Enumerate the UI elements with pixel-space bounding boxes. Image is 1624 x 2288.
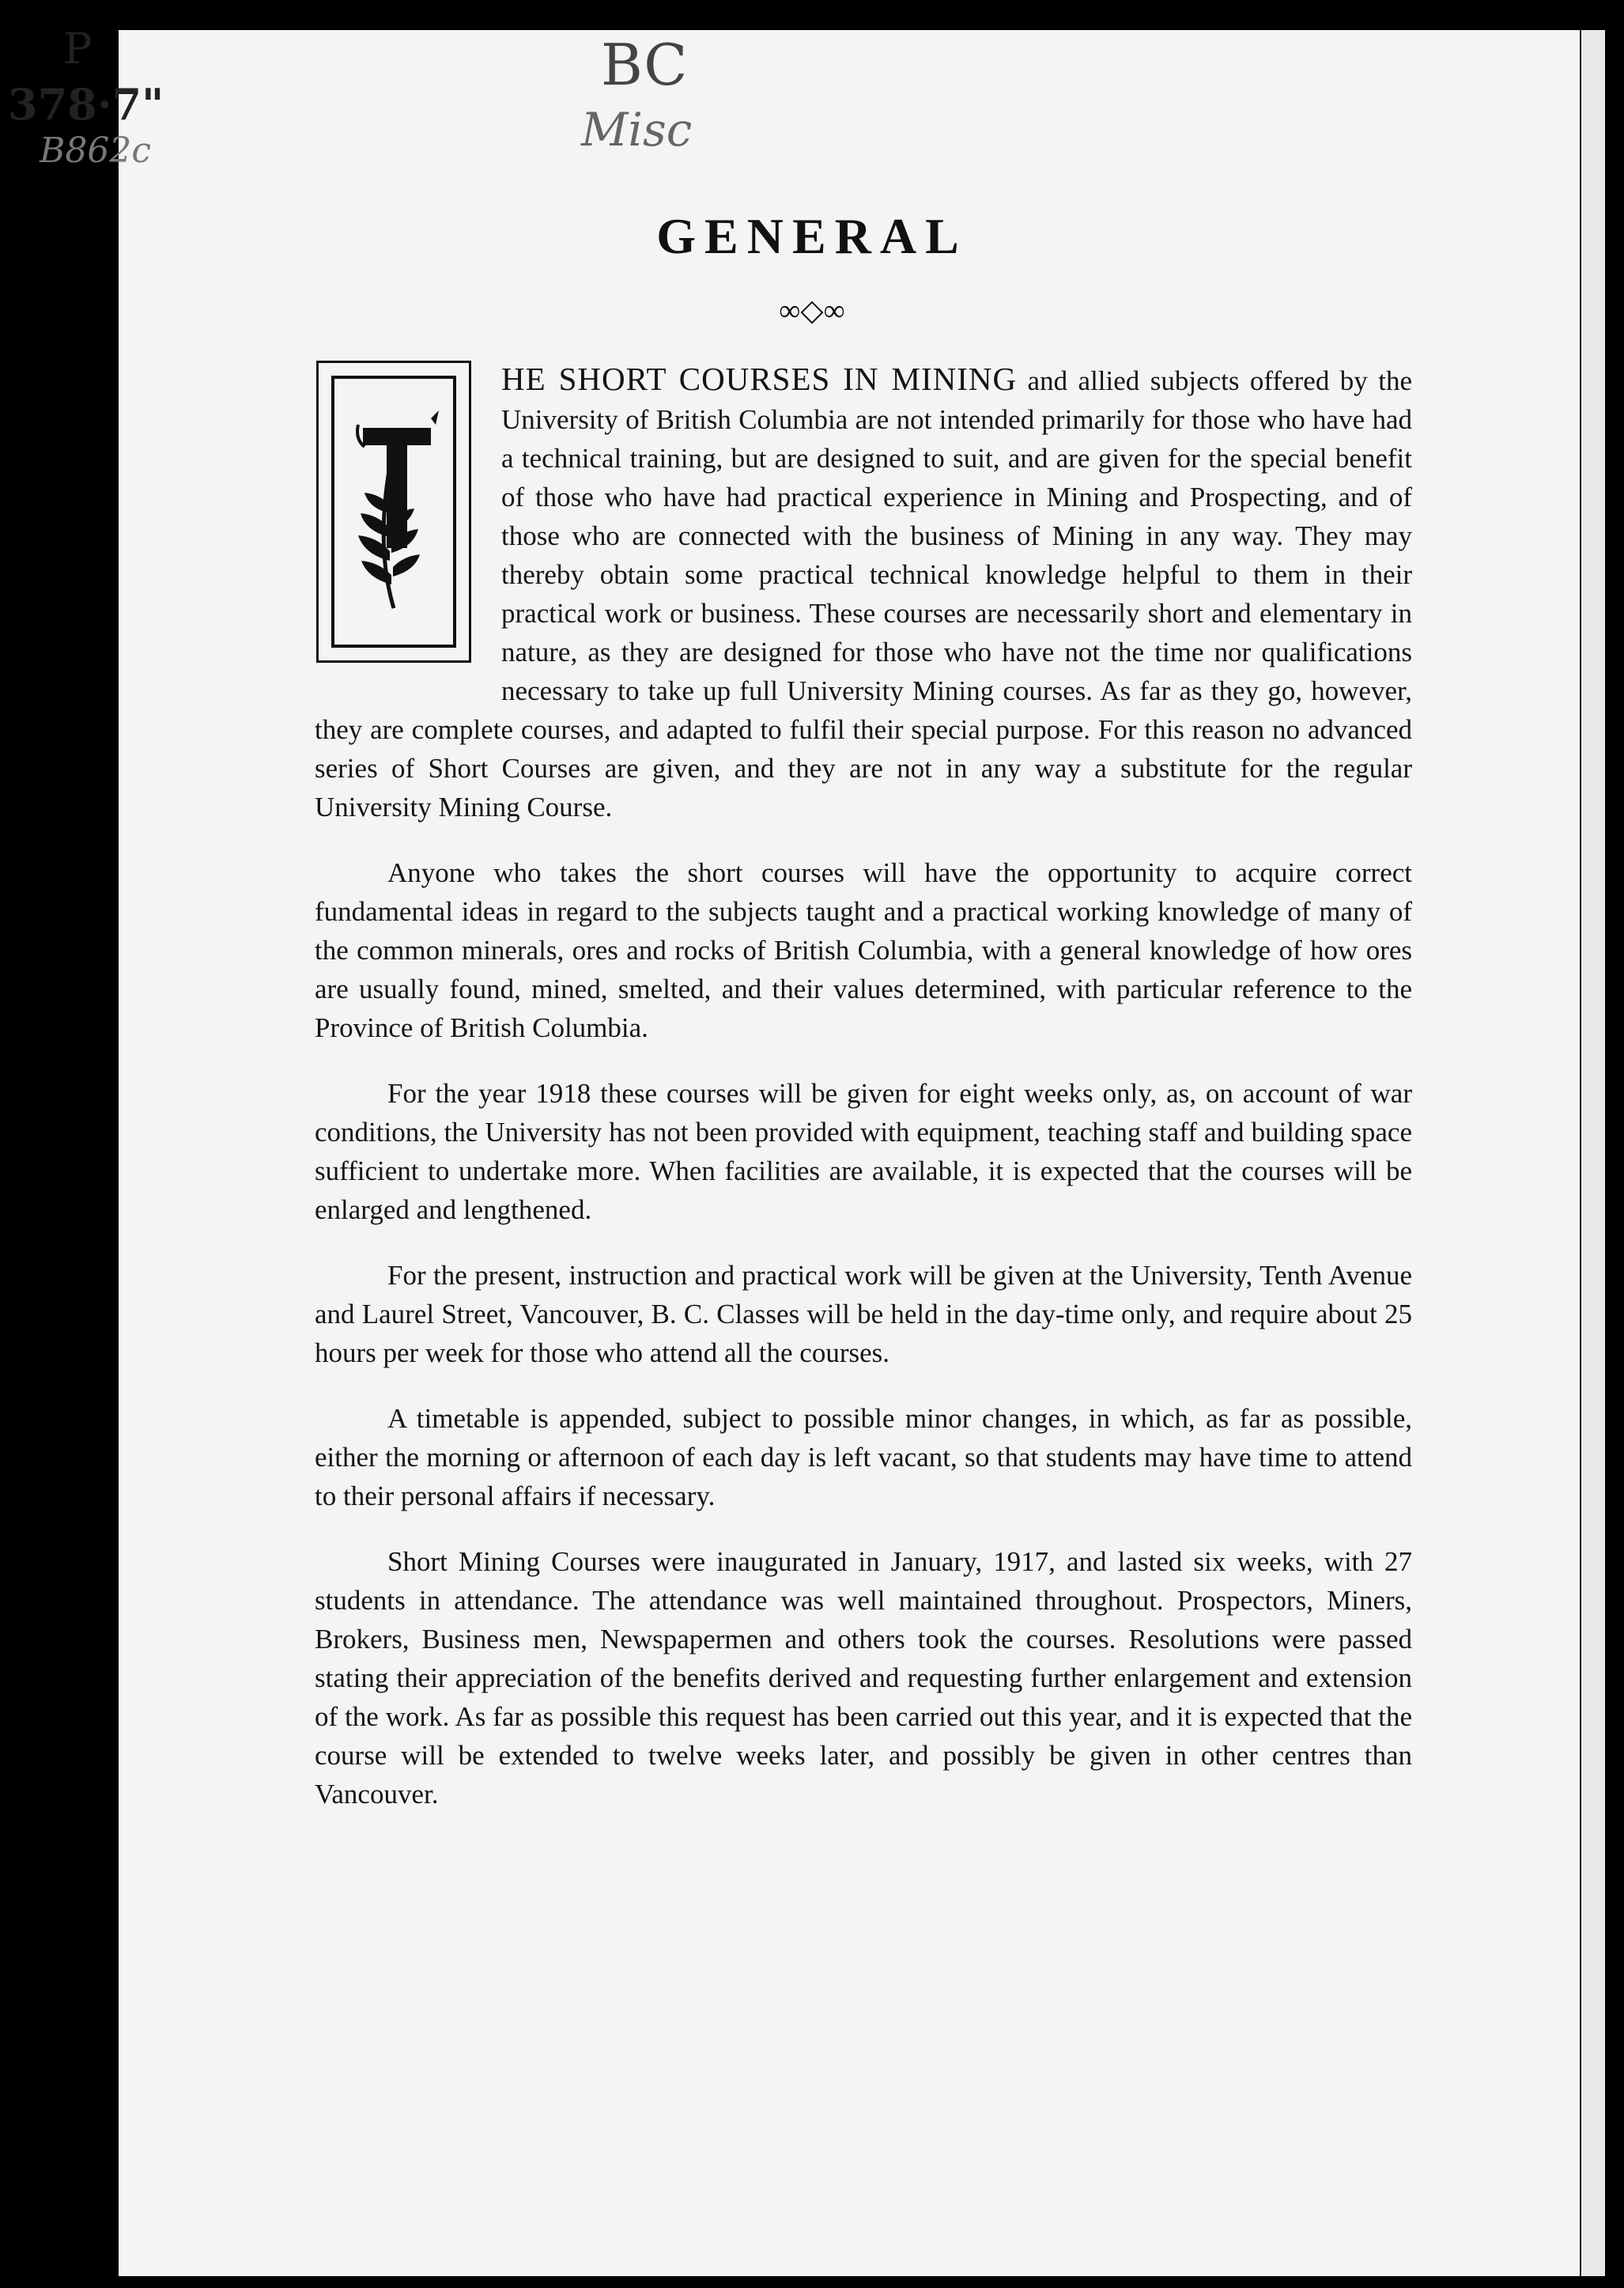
call-number-line-2: 378·7": [8, 79, 164, 130]
paragraph-1-rest: and allied subjects offered by the University of British Columbia are not intended primarily for those who have had a technical training, but are designed to suit, and are given for the special benefit of those who have had practical experience in Mining and Prospecting, and of those who are connected with the business of Mining in any way. They may thereby obtain some practical technical knowledge helpful to them in their practical work or business. These courses are necessarily short and elementary in nature, as they are designed for those who have not the time nor qualifications necessary to take up full University Mining courses. As far as they go, however, they are complete courses, and adapted to fulfil their special purpose. For this reason no advanced series of Short Courses are given, and they are not in any way a substitute for the regular University Mining Course.: [315, 365, 1412, 823]
collection-mark-line-1: BC: [601, 32, 688, 98]
adjacent-page-edge: [1580, 30, 1605, 2276]
paragraph-2: Anyone who takes the short courses will have the opportunity to acquire correct fundamental ideas in regard to the subjects taught and a practical working knowledge of many of the common minerals, ores and rocks of British Columbia, with a general knowledge of how ores are usually found, mined, smelted, and their values determined, with particular reference to the Province of British Columbia.: [315, 857, 1412, 1043]
collection-mark-line-2: Misc: [581, 103, 693, 157]
call-number-line-3: B862c: [40, 130, 151, 171]
paragraph-1-lead: HE SHORT COURSES IN MINING: [501, 361, 1018, 397]
paragraph-6: Short Mining Courses were inaugurated in January, 1917, and lasted six weeks, with 27 students in attendance. The attendance was well maintained throughout. Prospectors, Miners, Brokers, Business men, Newspapermen and others took the courses. Resolutions were passed stating their appreciation of the benefits derived and requesting further enlargement and extension of the work. As far as possible this request has been carried out this year, and it is expected that the course will be extended to twelve weeks later, and possibly be given in other centres than Vancouver.: [315, 1546, 1412, 1810]
ornament-divider: ∞◇∞: [779, 294, 845, 327]
call-number-line-1: P: [63, 24, 93, 74]
body-text: [315, 360, 1412, 1840]
paragraph-3: For the year 1918 these courses will be given for eight weeks only, as, on account of war conditions, the University has not been provided with equipment, teaching staff and building space sufficient to undertake more. When facilities are available, it is expected that the courses will be enlarged and lengthened.: [315, 1078, 1412, 1225]
paragraph-4: For the present, instruction and practical work will be given at the University, Tenth Avenue and Laurel Street, Vancouver, B. C. Classes will be held in the day-time only, and require about 25 hours per week for those who attend all the courses.: [315, 1260, 1412, 1368]
paragraph-5: A timetable is appended, subject to possible minor changes, in which, as far as possible, either the morning or afternoon of each day is left vacant, so that students may have time to attend to their personal affairs if necessary.: [315, 1403, 1412, 1511]
page-title: GENERAL: [656, 208, 968, 264]
paragraph-1: [315, 360, 1412, 826]
